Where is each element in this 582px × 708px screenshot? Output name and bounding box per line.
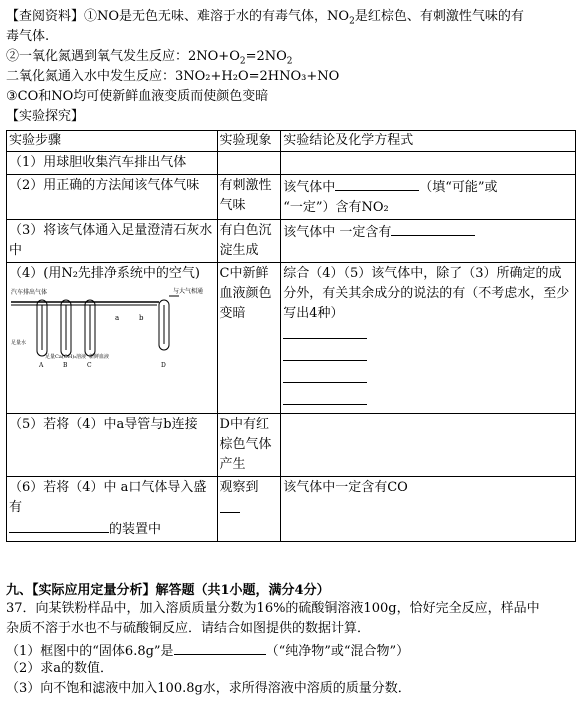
label-lime: 足量Ca(OH)₂溶液 <box>45 354 87 360</box>
row3-step: （3）将该气体通入足量澄清石灰水中 <box>7 220 218 263</box>
header-step: 实验步骤 <box>7 131 218 152</box>
answer-blank[interactable] <box>335 176 419 191</box>
row6-conclusion: 该气体中一定含有CO <box>281 477 576 542</box>
row4-phenomenon: C中新鲜血液颜色变暗 <box>217 263 281 414</box>
row1-step: （1）用球胆收集汽车排出气体 <box>7 152 218 175</box>
answer-blank[interactable] <box>283 368 367 383</box>
label-water: 足量水 <box>11 340 27 346</box>
table-row <box>7 477 576 542</box>
row2-conclusion: 该气体中 （填“可能”或 “一定”）含有NO₂ <box>281 175 576 220</box>
label-B: B <box>63 362 68 369</box>
question-stem-2: 杂质不溶于水也不与硫酸铜反应．请结合如图提供的数据计算． <box>6 621 371 636</box>
answer-blank[interactable] <box>220 498 240 513</box>
question-title: 九、【实际应用定量分析】解答题（共1小题，满分4分） <box>6 583 330 598</box>
question-2: （2）求a的数值． <box>6 661 114 676</box>
row1-conclusion <box>281 152 576 175</box>
answer-blank[interactable] <box>283 346 367 361</box>
row2-step: （2）用正确的方法闻该气体气味 <box>7 175 218 220</box>
row6-step: （6）若将（4）中 a口气体导入盛有 的装置中 <box>7 477 218 542</box>
question-stem-1: 37．向某铁粉样品中，加入溶质质量分数为16%的硫酸铜溶液100g，恰好完全反应，样品中 <box>6 601 540 616</box>
row3-conclusion: 该气体中 一定含有 <box>281 220 576 263</box>
row6-phenomenon: 观察到 <box>217 477 281 542</box>
question-1: （1）框图中的“固体6.8g”是 （“纯净物”或“混合物”） <box>6 640 576 660</box>
info-line-5: ③CO和NO均可使新鲜血液变质而使颜色变暗 <box>6 89 269 104</box>
header-conclusion: 实验结论及化学方程式 <box>281 131 576 152</box>
label-D: D <box>161 362 166 369</box>
experiment-table <box>6 130 576 542</box>
answer-blank[interactable] <box>174 640 266 655</box>
table-row <box>7 414 576 477</box>
row5-step: （5）若将（4）中a导管与b连接 <box>7 414 218 477</box>
label-gas: 汽车排出气体 <box>11 289 48 296</box>
info-line-4: 二氧化氮通入水中发生反应：3NO₂+H₂O=2HNO₃+NO <box>6 69 340 84</box>
row5-phenomenon: D中有红棕色气体产生 <box>217 414 281 477</box>
row4-step: （4）(用N₂先排净系统中的空气) 汽车排出气体 a b 与大气相通 足量水 足量Ca(OH)₂溶液 新鲜血液 A B C D <box>7 263 218 414</box>
answer-blank[interactable] <box>9 518 109 533</box>
answer-blank[interactable] <box>283 324 367 339</box>
apparatus-diagram <box>9 286 205 370</box>
row5-conclusion <box>281 414 576 477</box>
table-row <box>7 263 576 414</box>
info-line-1: 【查阅资料】①NO是无色无味、难溶于水的有毒气体，$NO_2$是红棕色、有刺激性气味的有 <box>6 9 524 27</box>
info-line-6: 【实验探究】 <box>6 109 85 124</box>
info-line-2: 毒气体. <box>6 29 50 44</box>
question-3: （3）向不饱和滤液中加入100.8g水，求所得溶液中溶质的质量分数． <box>6 681 411 696</box>
label-C: C <box>87 362 92 369</box>
info-line-3: ②一氧化氮遇到氧气发生反应：$2NO+O_2=2NO_2$ <box>6 49 293 67</box>
label-air: 与大气相通 <box>173 288 204 295</box>
table-row <box>7 175 576 220</box>
page <box>6 8 576 700</box>
label-A: A <box>39 362 44 369</box>
table-row <box>7 220 576 263</box>
row4-conclusion: 综合（4）（5）该气体中，除了（3）所确定的成分外，有关其余成分的说法的有（不考虑水，至少写出4种） <box>281 263 576 414</box>
table-row <box>7 152 576 175</box>
label-blood: 新鲜血液 <box>89 354 110 360</box>
label-a: a <box>115 314 120 322</box>
answer-blank[interactable] <box>283 390 367 405</box>
table-header-row <box>7 131 576 152</box>
row2-phenomenon: 有刺激性气味 <box>217 175 281 220</box>
header-phenomenon: 实验现象 <box>217 131 281 152</box>
label-b: b <box>139 314 144 322</box>
row3-phenomenon: 有白色沉淀生成 <box>217 220 281 263</box>
answer-blank[interactable] <box>391 221 475 236</box>
row1-phenomenon <box>217 152 281 175</box>
